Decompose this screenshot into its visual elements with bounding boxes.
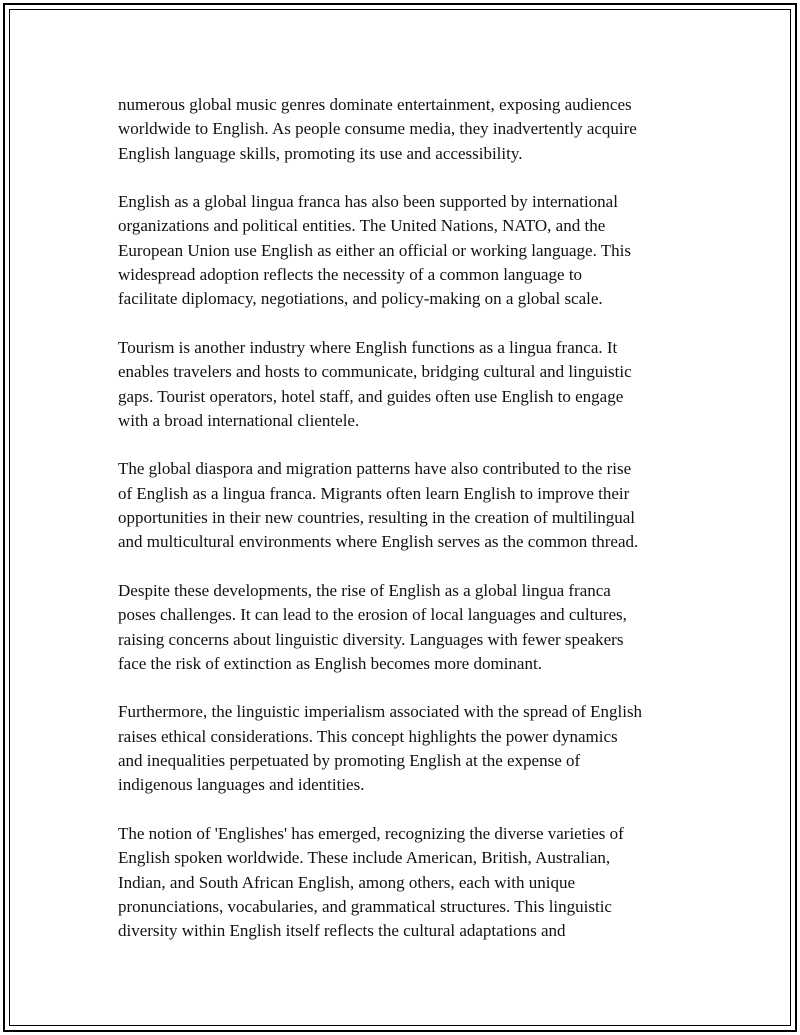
- text-line: English language skills, promoting its use and accessibility.: [118, 143, 523, 163]
- text-line: English as a global lingua franca has also been supported by international: [118, 192, 618, 212]
- paragraph-3: [118, 336, 703, 433]
- paragraph-2: [118, 190, 703, 311]
- text-line: raising concerns about linguistic diversity. Languages with fewer speakers: [118, 629, 624, 649]
- text-line: English spoken worldwide. These include American, British, Australian,: [118, 848, 611, 868]
- text-line: pronunciations, vocabularies, and grammatical structures. This linguistic: [118, 896, 612, 916]
- text-line: gaps. Tourist operators, hotel staff, and guides often use English to engage: [118, 386, 624, 406]
- text-line: opportunities in their new countries, resulting in the creation of multilingual: [118, 508, 635, 528]
- text-line: with a broad international clientele.: [118, 410, 360, 430]
- text-line: poses challenges. It can lead to the erosion of local languages and cultures,: [118, 605, 627, 625]
- paragraph-5: [118, 579, 703, 676]
- text-line: facilitate diplomacy, negotiations, and policy-making on a global scale.: [118, 289, 603, 309]
- text-line: The global diaspora and migration patterns have also contributed to the rise: [118, 459, 632, 479]
- text-line: of English as a lingua franca. Migrants often learn English to improve their: [118, 483, 630, 503]
- paragraph-6: [118, 700, 703, 797]
- text-line: European Union use English as either an official or working language. This: [118, 240, 632, 260]
- text-line: and multicultural environments where English serves as the common thread.: [118, 532, 639, 552]
- text-line: and inequalities perpetuated by promoting English at the expense of: [118, 751, 581, 771]
- text-line: numerous global music genres dominate entertainment, exposing audiences: [118, 95, 632, 114]
- paragraph-7: [118, 822, 703, 943]
- text-line: enables travelers and hosts to communicate, bridging cultural and linguistic: [118, 362, 632, 382]
- text-line: Furthermore, the linguistic imperialism associated with the spread of English: [118, 702, 643, 722]
- text-line: Tourism is another industry where English functions as a lingua franca. It: [118, 337, 618, 357]
- text-line: worldwide to English. As people consume media, they inadvertently acquire: [118, 119, 637, 139]
- paragraph-4: [118, 457, 703, 554]
- document-body: [118, 93, 703, 968]
- text-line: organizations and political entities. The United Nations, NATO, and the: [118, 216, 606, 236]
- text-line: widespread adoption reflects the necessity of a common language to: [118, 265, 583, 285]
- paragraph-1: [118, 93, 703, 166]
- text-line: face the risk of extinction as English becomes more dominant.: [118, 653, 542, 673]
- text-line: indigenous languages and identities.: [118, 775, 365, 795]
- text-line: Despite these developments, the rise of English as a global lingua franca: [118, 580, 611, 600]
- text-line: The notion of 'Englishes' has emerged, recognizing the diverse varieties of: [118, 823, 624, 843]
- text-line: raises ethical considerations. This concept highlights the power dynamics: [118, 726, 618, 746]
- text-line: Indian, and South African English, among others, each with unique: [118, 872, 576, 892]
- text-line: diversity within English itself reflects the cultural adaptations and: [118, 921, 566, 941]
